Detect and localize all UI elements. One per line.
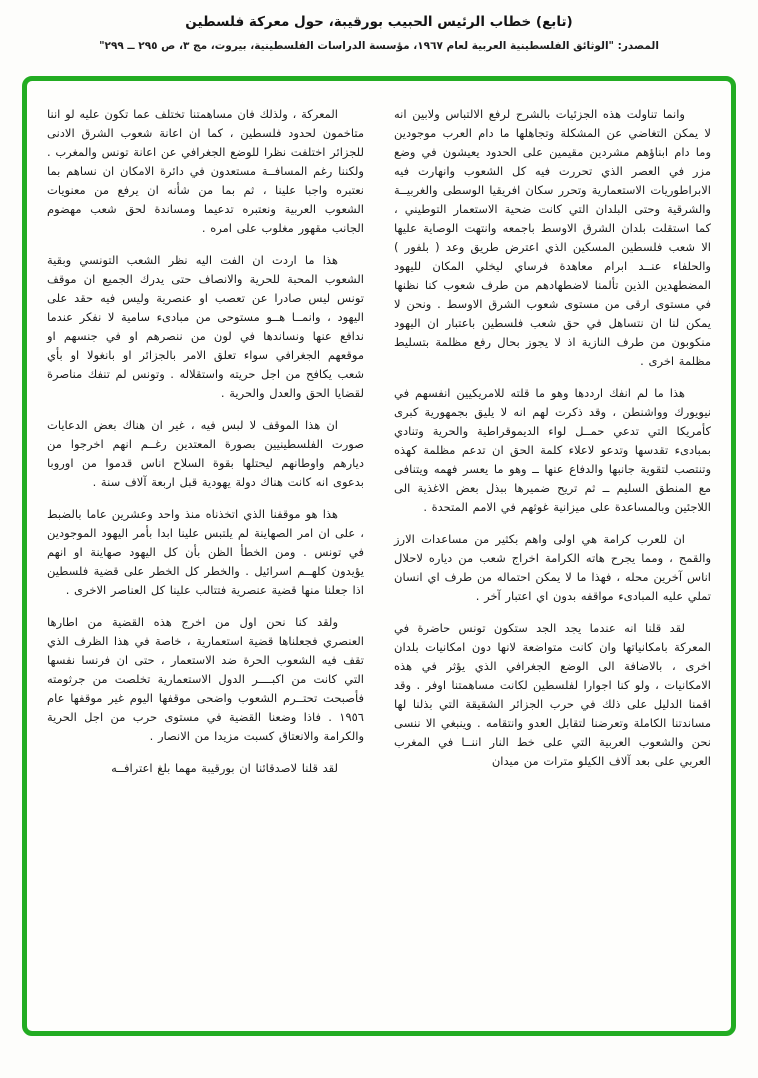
paragraph: هذا ما لم انفك ارددها وهو ما قلته للامريكيين انفسهم في نيويورك وواشنطن ، وقد ذكرت لهم انه لا يليق بجمهورية كبرى كأمريكا التي تدعي حمــل لواء الديموقراطية والحرية وتنادي بمبادىء تقدسها وتدعو لاعلاء كلمة الحق ان تدعم مظلمة كهذه وتنتصب لتقوية جانبها والدفاع عنها ــ وهو ما يعسر فهمه ويتنافى مع المنطق السليم ــ ثم تريح ضميرها ببذل بعض الاغذية الى اللاجئين وبالمساعدة على ميزانية غوثهم في الامم المتحدة . bbox=[394, 386, 711, 514]
document-source-line: المصدر: "الوثائق الفلسطينية العربية لعام ١٩٦٧، مؤسسة الدراسات الفلسطينية، بيروت، مج ٣، ص ٢٩٥ ــ ٢٩٩" bbox=[99, 40, 659, 52]
column-right bbox=[394, 105, 711, 1011]
paragraph: وانما تناولت هذه الجزئيات بالشرح لرفع الالتباس ولابين انه لا يمكن التغاضي عن المشكلة وتجاهلها ما دام العرب موجودين وما دام ابناؤهم مشردين مقيمين على الحدود يعيشون في وضع مزر في العصر الذي تحررت فيه كل الشعوب وانهارت فيه الابراطوريات الاستعمارية وتحرر سكان افريقيا الوسطى والغربيــة والشرقية وحتى البلدان التي كانت ضحية الاستعمار التوطيني ، كما استقلت بلدان الشرق الاوسط باجمعه وانتهت الوصاية عليها الا شعب فلسطين المسكين الذي اعترض طريق وعد ( بلفور ) والحلفاء عنــد ابرام معاهدة فرساي ليخلي المكان لليهود المضطهدين الذين تألمنا لاضطهادهم من طرف شعوب كنا نظنها في مستوى ارقى من مستوى شعوب الشرق الاوسط . ونحن لا يمكن لنا ان نتساهل في حق شعب فلسطين باعتبار ان اليهود منكوبون من طرف النازية اذ لا يجوز بحال رفع مظلمة بتسليط مظلمة اخرى . bbox=[394, 107, 711, 368]
paragraph: لقد قلنا انه عندما يجد الجد ستكون تونس حاضرة في المعركة بامكانياتها وان كانت متواضعة لانها دون امكانيات بلدان اخرى ، بالاضافة الى الوضع الجغرافي الذي يؤثر في هذه الامكانيات ، ولو كنا اجوارا لفلسطين لكانت مساهمتنا اوفر . وقد اقمنا الدليل على ذلك في حرب الجزائر الشقيقة التي بذلنا لها مساندتنا الكاملة وتعرضنا لتقابل العدو وانتقامه . وينبغي الا ننسى نحن والشعوب العربية التي على خط النار اننــا في المغرب العربي على بعد آلاف الكيلو مترات من ميدان bbox=[394, 621, 711, 768]
paragraph: ان هذا الموقف لا لبس فيه ، غير ان هناك بعض الدعايات صورت الفلسطينيين بصورة المعتدين رغــم انهم اخرجوا من ديارهم واوطانهم ليحتلها بقوة السلاح اناس قدموا من اوروبا بدعوى انه كانت هناك دولة يهودية قبل اربعة آلاف سنة . bbox=[47, 418, 364, 489]
paragraph: ان للعرب كرامة هي اولى واهم بكثير من مساعدات الارز والقمح ، ومما يجرح هاته الكرامة اخراج شعب من دياره لاحلال اناس آخرين محله ، فهذا ما لا يمكن احتماله من طرف اي انسان تملي عليه المبادىء مواقفه بدون اي اعتبار آخر . bbox=[394, 532, 711, 603]
paragraph: لقد قلنا لاصدقائنا ان بورقيبة مهما بلغ اعترافــه bbox=[111, 761, 338, 775]
document-title: (تابع) خطاب الرئيس الحبيب بورقيبة، حول معركة فلسطين bbox=[185, 14, 573, 30]
text-columns bbox=[47, 105, 711, 1011]
paragraph: هذا ما اردت ان الفت اليه نظر الشعب التونسي وبقية الشعوب المحبة للحرية والانصاف حتى يدرك الجميع ان موقف تونس ليس صادرا عن تعصب او عنصرية وليس فيه حقد على اليهود ، وانمــا هــو مستوحى من مبادىء سامية لا نفكر عندما ندافع عنها ونساندها في لون من ننصرهم او في جنسهم او موقعهم الجغرافي سواء تعلق الامر بالجزائر او بانغولا او بأي شعب يكافح من اجل حريته واستقلاله . وتونس لم تنفك مناصرة لقضايا الحق والعدل والحرية . bbox=[47, 253, 364, 400]
paragraph: المعركة ، ولذلك فان مساهمتنا تختلف عما تكون عليه لو اننا متاخمون لحدود فلسطين ، كما ان اعانة شعوب الشرق الادنى للجزائر اختلفت نظرا للوضع الجغرافي عن اعانة تونس والمغرب . ولكننا رغم المسافــة مستعدون في دائرة الامكان ان نساهم بما نعتبره واجبا علينا ، ثم بما من شأنه ان يرفع من معنويات الشعوب العربية ونعتبره تدعيما ومساندة لحق شعب مهضوم الجانب مقهور مغلوب على امره . bbox=[47, 107, 364, 235]
paragraph: ولقد كنا نحن اول من اخرج هذه القضية من اطارها العنصري فجعلناها قضية استعمارية ، خاصة في هذا الظرف الذي تقف فيه الشعوب الحرة ضد الاستعمار ، حتى ان فرنسا نفسها التي كانت من اكبــــر الدول الاستعمارية تخلصت من جرثومته فأصبحت تحتــرم الشعوب واضحى موقفها اليوم غير موقفها عام ١٩٥٦ . فاذا وضعنا القضية في مستوى حرب من اجل الحرية والكرامة والانعتاق كسبت مزيدا من الانصار . bbox=[47, 615, 364, 743]
column-left bbox=[47, 105, 364, 1011]
green-border-frame bbox=[22, 76, 736, 1036]
paragraph: هذا هو موقفنا الذي اتخذناه منذ واحد وعشرين عاما بالضبط ، على ان امر الصهاينة لم يلتبس علينا ابدا بأمر اليهود الموجودين في تونس . ومن الخطأ الظن بأن كل اليهود صهاينة او انهم يؤيدون كلهــم اسرائيل . والخطر كل الخطر على قضية فلسطين اذا جعلنا منها قضية عنصرية فتتالب علينا كل العناصر الاخرى . bbox=[47, 507, 364, 597]
document-header bbox=[0, 0, 758, 52]
